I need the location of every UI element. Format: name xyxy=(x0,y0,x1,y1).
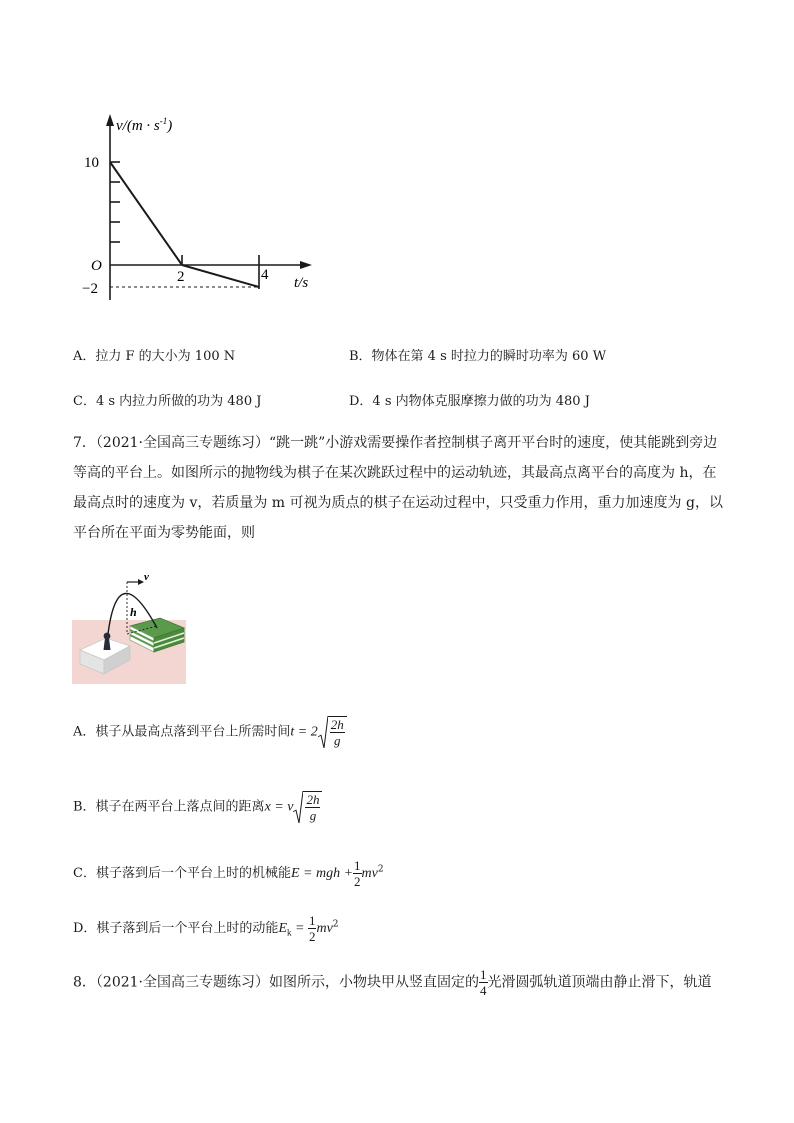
x-tick-label-2: 2 xyxy=(177,269,185,285)
q8-stem: 8．（2021·全国高三专题练习）如图所示，小物块甲从竖直固定的 $\frac{1}{4}$ 光滑圆弧轨道顶端由静止滑下，轨道 xyxy=(73,967,712,998)
q6-option-c: C．4 s 内拉力所做的功为 480 J xyxy=(73,394,262,409)
y-axis-arrow xyxy=(106,114,114,126)
q7-stem xyxy=(73,428,733,548)
fig-v-label: v xyxy=(144,571,149,583)
x-tick-label-4: 4 xyxy=(261,267,269,283)
y-tick-label-neg2: −2 xyxy=(82,281,98,297)
q7-option-d: D．棋子落到后一个平台上时的动能$E_k$ = $\frac{1}{2}$ $mv^2$ xyxy=(73,913,339,944)
q7-line-3: 最高点时的速度为 v，若质量为 m 可视为质点的棋子在运动过程中，只受重力作用，重力加速度为 g，以 xyxy=(73,495,723,511)
q6-option-d: D．4 s 内物体克服摩擦力做的功为 480 J xyxy=(349,394,590,409)
q7-option-c: C．棋子落到后一个平台上时的机械能E = mgh + $\frac{1}{2}$ $mv^2$ xyxy=(73,858,384,889)
q7-line-1: 7．（2021·全国高三专题练习）“跳一跳”小游戏需要操作者控制棋子离开平台时的速度，使其能跳到旁边 xyxy=(73,435,718,451)
fig-h-label: h xyxy=(130,605,137,619)
q7-line-2: 等高的平台上。如图所示的抛物线为棋子在某次跳跃过程中的运动轨迹，其最高点离平台的高度为 h，在 xyxy=(73,465,717,481)
q6-option-a: A．拉力 F 的大小为 100 N xyxy=(73,349,236,364)
jump-game-figure xyxy=(72,568,186,684)
y-axis-label: $v/(m \cdot s^{-1})$ xyxy=(116,116,173,134)
x-axis-arrow xyxy=(300,261,312,269)
q7-option-b: B．棋子在两平台上落点间的距离x = v $\frac{2h}{g}$ xyxy=(73,791,322,823)
y-tick-label-10: 10 xyxy=(84,155,99,171)
velocity-time-graph xyxy=(76,110,326,310)
q7-option-a: A．棋子从最高点落到平台上所需时间t = 2 $\frac{2h}{g}$ xyxy=(73,716,347,748)
velocity-line-decel xyxy=(110,162,182,265)
origin-label: O xyxy=(91,258,102,274)
q7-line-4: 平台所在平面为零势能面，则 xyxy=(73,525,255,541)
velocity-line-reverse xyxy=(182,265,259,287)
q6-option-b: B．物体在第 4 s 时拉力的瞬时功率为 60 W xyxy=(349,349,607,364)
x-axis-label: t/s xyxy=(294,275,309,291)
